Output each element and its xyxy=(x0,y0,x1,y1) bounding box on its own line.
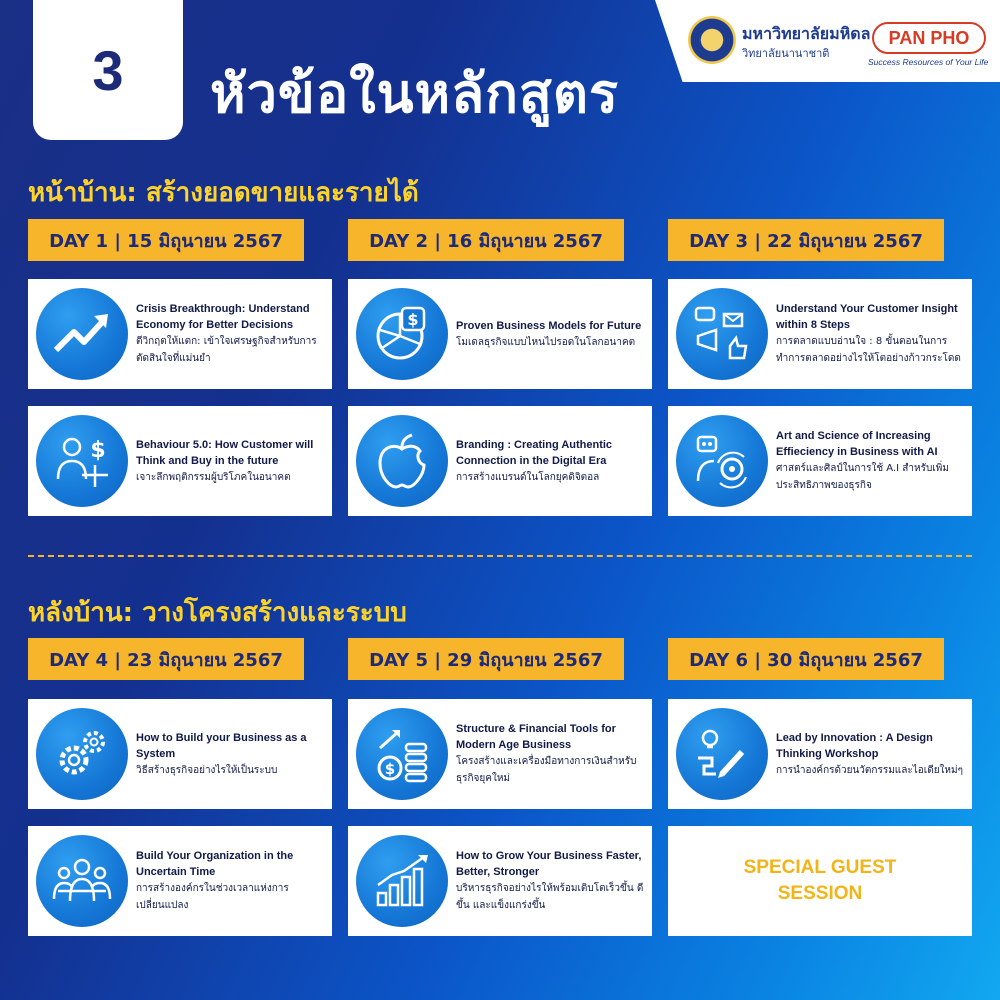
bar-growth-icon xyxy=(356,835,448,927)
session-card xyxy=(668,279,972,389)
special-guest-line2: SESSION xyxy=(777,883,863,904)
day-tab-6: DAY 6 | 30 มิถุนายน 2567 xyxy=(668,638,944,680)
session-title-en: Art and Science of Increasing Effieciency in Business with AI xyxy=(776,430,938,458)
coins-growth-icon xyxy=(356,708,448,800)
session-title-en: Branding : Creating Authentic Connection in the Digital Era xyxy=(456,438,613,467)
day-tab-5: DAY 5 | 29 มิถุนายน 2567 xyxy=(348,638,624,680)
session-title-en: How to Build your Business as a System xyxy=(136,731,307,760)
session-title-en: Proven Business Models for Future xyxy=(456,319,642,332)
session-card xyxy=(28,406,332,516)
session-card xyxy=(348,279,652,389)
special-guest-line1: SPECIAL GUEST xyxy=(743,857,897,878)
apple-logo-icon xyxy=(356,415,448,507)
session-title-th: การนำองค์กรด้วยนวัตกรรมและไอเดียใหม่ๆ xyxy=(776,764,963,776)
session-card xyxy=(348,826,652,936)
special-guest-card xyxy=(668,826,972,936)
session-title-en: Crisis Breakthrough: Understand Economy for Better Decisions xyxy=(136,303,310,331)
page-title: หัวข้อในหลักสูตร xyxy=(210,62,619,125)
session-title-th: ศาสตร์และศิลป์ในการใช้ A.I สำหรับเพิ่มประสิทธิภาพของธุรกิจ xyxy=(776,463,949,491)
section-number: 3 xyxy=(92,38,124,102)
svg-text:$: $ xyxy=(384,760,396,778)
megaphone-icon xyxy=(676,288,768,380)
svg-text:$: $ xyxy=(90,438,106,463)
ai-robot-icon xyxy=(676,415,768,507)
session-card xyxy=(28,826,332,936)
consumer-dollar-icon xyxy=(36,415,128,507)
session-title-en: Understand Your Customer Insight within 8 Steps xyxy=(776,303,958,331)
section-number-box xyxy=(33,0,183,140)
session-card xyxy=(28,279,332,389)
session-title-th: การสร้างองค์กรในช่วงเวลาแห่งการเปลี่ยนแปลง xyxy=(136,883,289,911)
day-tab-3: DAY 3 | 22 มิถุนายน 2567 xyxy=(668,219,944,261)
pie-dollar-icon xyxy=(356,288,448,380)
session-card xyxy=(668,406,972,516)
session-card xyxy=(348,406,652,516)
session-title-th: โมเดลธุรกิจแบบไหนไปรอดในโลกอนาคต xyxy=(456,336,636,348)
day-tab-1: DAY 1 | 15 มิถุนายน 2567 xyxy=(28,219,304,261)
panpho-logo xyxy=(872,22,986,54)
trend-up-icon xyxy=(36,288,128,380)
section-title-back: หลังบ้าน: วางโครงสร้างและระบบ xyxy=(28,598,407,628)
session-title-en: Structure & Financial Tools for Modern Age Business xyxy=(456,723,616,751)
team-icon xyxy=(36,835,128,927)
svg-text:$: $ xyxy=(407,310,419,329)
session-title-en: How to Grow Your Business Faster, Better, Stronger xyxy=(456,850,642,878)
session-card xyxy=(28,699,332,809)
university-name: มหาวิทยาลัยมหิดล xyxy=(742,24,871,43)
session-card xyxy=(348,699,652,809)
panpho-name: PAN PHO xyxy=(888,27,970,48)
session-title-th: การตลาดแบบอ่านใจ : 8 ขั้นตอนในการทำการตลาดอย่างไรให้โตอย่างก้าวกระโดด xyxy=(776,336,961,364)
session-title-en: Lead by Innovation : A Design Thinking Workshop xyxy=(776,731,933,760)
session-title-th: บริหารธุรกิจอย่างไรให้พร้อมเติบโตเร็วขึ้น ดีขึ้น และแข็งแกร่งขึ้น xyxy=(456,883,644,911)
section-title-front: หน้าบ้าน: สร้างยอดขายและรายได้ xyxy=(28,178,419,208)
session-title-th: เจาะลึกพฤติกรรมผู้บริโภคในอนาคต xyxy=(136,471,291,483)
panpho-tagline: Success Resources of Your Life xyxy=(868,57,989,67)
bulb-pencil-icon xyxy=(676,708,768,800)
day-tab-4: DAY 4 | 23 มิถุนายน 2567 xyxy=(28,638,304,680)
session-card xyxy=(668,699,972,809)
session-title-en: Build Your Organization in the Uncertain Time xyxy=(136,850,294,878)
university-seal-icon xyxy=(688,16,736,64)
session-title-en: Behaviour 5.0: How Customer will Think and Buy in the future xyxy=(136,438,314,467)
section-divider xyxy=(28,555,972,557)
session-title-th: ตีวิกฤตให้แตก: เข้าใจเศรษฐกิจสำหรับการตัดสินใจที่แม่นยำ xyxy=(136,336,317,364)
gears-icon xyxy=(36,708,128,800)
session-title-th: โครงสร้างและเครื่องมือทางการเงินสำหรับธุรกิจยุคใหม่ xyxy=(456,756,637,784)
session-title-th: วิธีสร้างธุรกิจอย่างไรให้เป็นระบบ xyxy=(136,764,278,776)
session-title-th: การสร้างแบรนด์ในโลกยุคดิจิตอล xyxy=(456,471,600,483)
university-subtitle: วิทยาลัยนานาชาติ xyxy=(742,47,830,60)
day-tab-2: DAY 2 | 16 มิถุนายน 2567 xyxy=(348,219,624,261)
